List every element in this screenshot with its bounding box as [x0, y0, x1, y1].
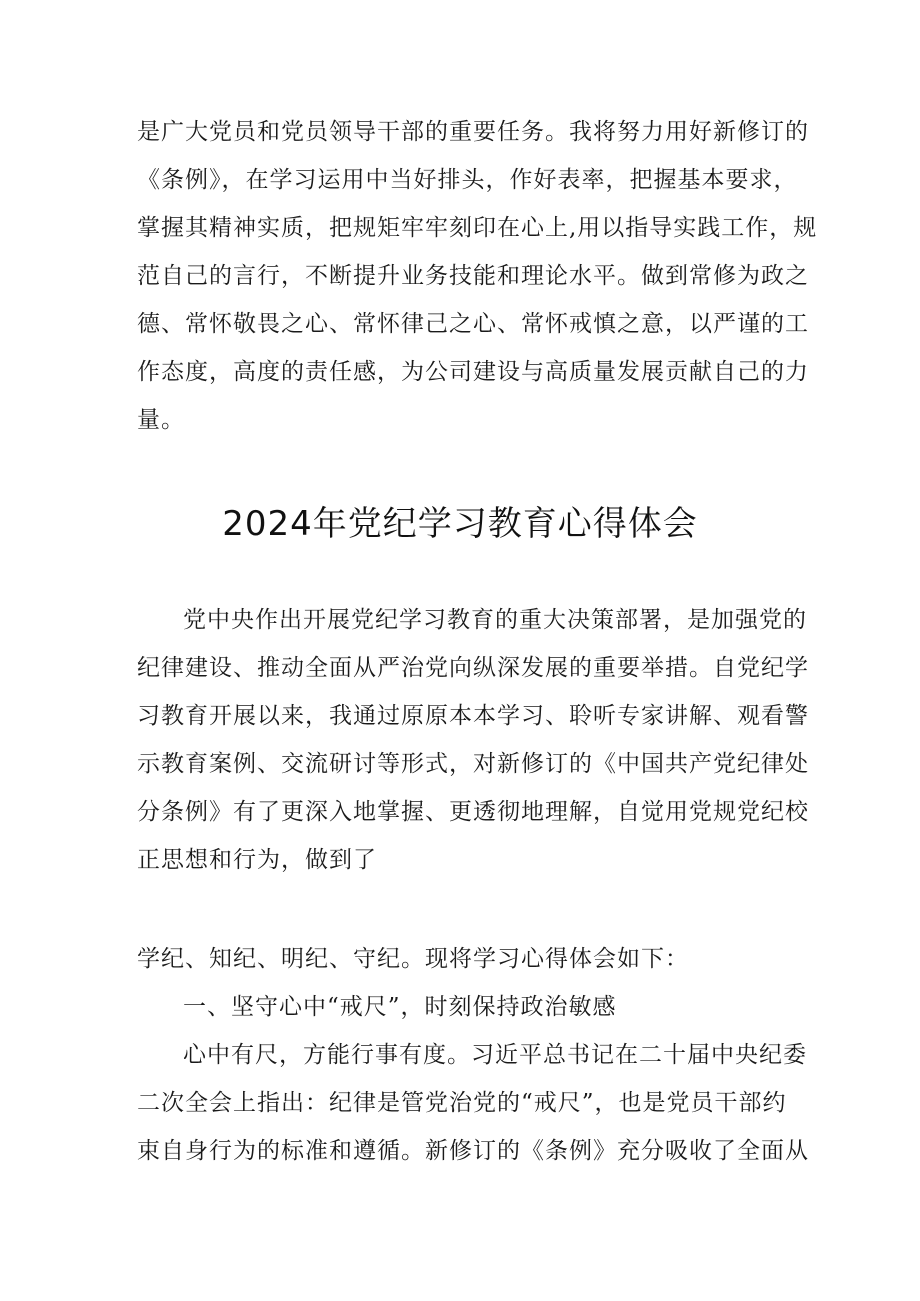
continuation-line: 学纪、知纪、明纪、守纪。现将学习心得体会如下： — [137, 946, 689, 972]
previous-paragraph-line-6: 作态度，高度的责任感，为公司建设与高质量发展贡献自己的力 — [137, 359, 809, 385]
document-title: 2024年党纪学习教育心得体会 — [222, 504, 698, 544]
section-paragraph-line-2: 二次全会上指出：纪律是管党治党的“戒尺”，也是党员干部约 — [137, 1090, 787, 1116]
section-paragraph-line-3: 束自身行为的标准和遵循。新修订的《条例》充分吸收了全面从 — [137, 1138, 809, 1164]
section-paragraph-line-1: 心中有尺，方能行事有度。习近平总书记在二十届中央纪委 — [183, 1042, 807, 1068]
intro-paragraph-line-6: 正思想和行为，做到了 — [137, 847, 377, 873]
previous-paragraph-line-5: 德、常怀敬畏之心、常怀律己之心、常怀戒慎之意，以严谨的工 — [137, 311, 809, 337]
intro-paragraph-line-3: 习教育开展以来，我通过原原本本学习、聆听专家讲解、观看警 — [137, 703, 809, 729]
previous-paragraph-line-7: 量。 — [137, 407, 185, 433]
previous-paragraph-line-1: 是广大党员和党员领导干部的重要任务。我将努力用好新修订的 — [137, 119, 809, 145]
intro-paragraph-line-5: 分条例》有了更深入地掌握、更透彻地理解，自觉用党规党纪校 — [137, 799, 809, 825]
intro-paragraph-line-1: 党中央作出开展党纪学习教育的重大决策部署，是加强党的 — [183, 607, 807, 633]
section-heading: 一、坚守心中“戒尺”，时刻保持政治敏感 — [183, 994, 617, 1020]
previous-paragraph-line-3: 掌握其精神实质，把规矩牢牢刻印在心上,用以指导实践工作，规 — [137, 215, 818, 241]
previous-paragraph-line-4: 范自己的言行，不断提升业务技能和理论水平。做到常修为政之 — [137, 263, 809, 289]
intro-paragraph-line-4: 示教育案例、交流研讨等形式，对新修订的《中国共产党纪律处 — [137, 751, 809, 777]
intro-paragraph-line-2: 纪律建设、推动全面从严治党向纵深发展的重要举措。自党纪学 — [137, 655, 809, 681]
previous-paragraph-line-2: 《条例》，在学习运用中当好排头，作好表率，把握基本要求， — [137, 167, 798, 193]
